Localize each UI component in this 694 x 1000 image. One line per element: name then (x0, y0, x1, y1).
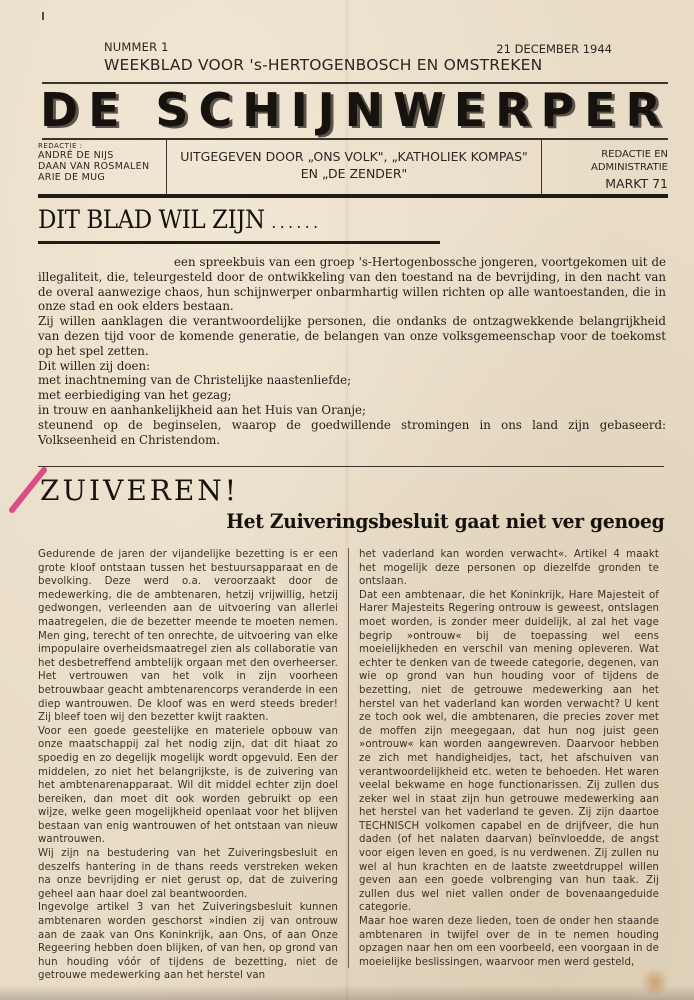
mission-statement (38, 255, 666, 447)
title-letter: S (155, 83, 198, 137)
title-space (129, 83, 154, 137)
article-column-left (38, 548, 338, 983)
title-letter: E (88, 83, 129, 137)
title-letter: P (540, 83, 584, 137)
paragraph: Voor een goede geestelijke en materiele opbouw van onze maatschappij zal het nodig zijn, dat dit hiaat zo spoedig en zo degelijk mogelijk wordt opgevuld. Een der middelen, zo niet het belangrijkste, is de zuivering van het ambtenarenapparaat. Wil dit middel echter zijn doel bereiken, dan moet dit ook worden gebruikt op een wijze, welke geen mogelijkheid openlaat voor het blijven bestaan van enig wantrouwen of het ontstaan van nieuw wantrouwen. (38, 725, 338, 846)
column-divider (348, 548, 349, 968)
print-mark (42, 12, 44, 20)
article-body (38, 548, 666, 982)
editors-block (38, 140, 166, 183)
paragraph: Maar hoe waren deze lieden, toen de onder hen staande ambtenaren in twijfel over de in te nemen houding opzagen naar hen om een voorbeeld, een voorgaan in de moeielijke beslissingen, waarvoor men werd gesteld, (359, 916, 659, 968)
heading-dots: ...... (271, 213, 322, 232)
section-divider (38, 466, 664, 467)
info-bar (38, 140, 668, 194)
paragraph: Ingevolge artikel 3 van het Zuiveringsbesluit kunnen ambtenaren worden geschorst »indien zij van ontrouw aan de zaak van Ons Koninkrijk, aan Ons, of aan Onze Regeering hebben doen blijken, of van hen, op grond van hun houding vóór of tijdens de bezetting, niet de getrouwe medewerking aan het herstel van (38, 902, 338, 982)
paragraph: Gedurende de jaren der vijandelijke bezetting is er een grote kloof ontstaan tussen het bestuursapparaat en de bevolking. Deze werd o.a. veroorzaakt door de medewerking, die de ambtenaren, hetzij vrijwillig, hetzij gedwongen, verleenden aan de uitvoering van allerlei maatregelen, die de bezetter meende te moeten nemen. Men ging, terecht of ten onrechte, de uitvoering van elke impopulaire overheidsmaatregel zien als collaboratie van het desbetreffend ambtelijk orgaan met den overheerser. Het vertrouwen van het volk in zijn voorheen betrouwbaar geacht ambtenarencorps veranderde in een diep wantrouwen. De kloof was en werd steeds breder! Zij bleef toen wij den bezetter kwijt raakten. (38, 549, 338, 724)
title-letter: D (40, 83, 88, 137)
paragraph: Wij zijn na bestudering van het Zuiveringsbesluit en deszelfs hantering in de thans reeds verstreken weken na onze bevrijding er niet gerust op, dat de zuivering geheel aan haar doel zal beantwoorden. (38, 848, 338, 900)
paragraph: steunend op de beginselen, waarop de goedwillende stromingen in ons land zijn gebaseerd: Volkseenheid en Christendom. (38, 417, 666, 447)
editors-list (38, 150, 166, 183)
title-letter: E (584, 83, 625, 137)
title-letter: J (317, 83, 344, 137)
paragraph: met inachtneming van de Christelijke naastenliefde; (38, 373, 352, 388)
title-letter: E (453, 83, 495, 137)
editor-name: DAAN VAN ROSMALEN (38, 161, 150, 172)
title-letter: I (290, 83, 317, 137)
paragraph: in trouw en aanhankelijkheid aan het Huis van Oranje; (38, 402, 366, 417)
section-heading-text: DIT BLAD WIL ZIJN (38, 205, 265, 234)
editor-name: ANDRÉ DE NIJS (38, 150, 114, 161)
title-letter: H (242, 83, 290, 137)
paragraph: Dit willen zij doen: (38, 358, 151, 373)
office-line: ADMINISTRATIE (591, 162, 668, 173)
section-heading (38, 205, 322, 234)
publisher-line: EN „DE ZENDER" (300, 166, 408, 181)
paragraph: Dat een ambtenaar, die het Koninkrijk, Hare Majesteit of Harer Majesteits Regering ontrouw is geweest, ontslagen moet worden, is zonder meer duidelijk, al zal het vage begrip »ontrouw« bij de toepassing wel eens moeielijkheden en verschil van mening opleveren. Wat echter te denken van de tweede categorie, degenen, van wie op grond van hun houding voor of tijdens de bezetting, niet de getrouwe medewerking aan het herstel van het vaderland kan worden verwacht? U kent ze toch ook wel, die ambtenaren, die precies zover met de moffen zijn meegegaan, dat hun nog juist geen »ontrouw« kan worden aangewreven. Daarvoor hebben ze zich met handigheidjes, tact, het afschuiven van verantwoordelijkheid etc. weten te behoeden. Het waren veelal bekwame en hoge functionarissen. Zij zullen dus zeker wel in staat zijn hun getrouwe medewerking aan het herstel van het vaderland te geven. Zij zijn daartoe TECHNISCH volkomen capabel en de drijfveer, die hun daden (of het nalaten daarvan) beïnvloedde, de angst voor eigen leven en goed, is nu verdwenen. Zij zullen nu wel al hun krachten en de laatste zweetdruppel willen geven aan een goede volbrenging van hun taak. Zij zullen dus wel niet vallen onder de bovenaangeduide categorie. (359, 589, 659, 914)
title-letter: C (198, 83, 242, 137)
office-address: MARKT 71 (605, 176, 668, 191)
info-bar-rule (38, 194, 668, 198)
paragraph: Zij willen aanklagen die verantwoordelijke personen, die ondanks de ontzagwekkende belangrijkheid van dezen tijd voor de komende generatie, de belangen van onze volksgemeenschap voor de toekomst op het spel zetten. (38, 314, 666, 358)
newspaper-subtitle: WEEKBLAD VOOR 's-HERTOGENBOSCH EN OMSTREKEN (104, 56, 543, 74)
office-line: REDACTIE EN (601, 149, 668, 160)
publisher-line: UITGEGEVEN DOOR „ONS VOLK", „KATHOLIEK KOMPAS" (180, 149, 528, 164)
paragraph: een spreekbuis van een groep 's-Hertogenbossche jongeren, voortgekomen uit de illegaliteit, die, teleurgesteld door de ontwikkeling van den toestand na de bevrijding, in den nacht van de overal aanwezige chaos, hun schijnwerper onbarmhartig willen richten op alle wantoestanden, die in onze stad en ook elders bestaan. (38, 255, 666, 314)
article-column-right (359, 548, 659, 969)
section-heading-underline (38, 241, 440, 244)
title-letter: W (393, 83, 453, 137)
editors-label: REDACTIE : (38, 142, 83, 150)
newspaper-title (40, 84, 670, 136)
title-letter: R (625, 83, 670, 137)
info-divider (541, 140, 542, 196)
issue-number: NUMMER 1 (104, 40, 169, 54)
paragraph: met eerbiediging van het gezag; (38, 388, 232, 403)
title-letter: R (495, 83, 540, 137)
paragraph: het vaderland kan worden verwacht«. Artikel 4 maakt het mogelijk deze personen op diezelfde gronden te ontslaan. (359, 549, 659, 588)
issue-date: 21 DECEMBER 1944 (496, 42, 612, 56)
article-subheadline: Het Zuiveringsbesluit gaat niet ver genoeg (225, 510, 664, 533)
info-divider (166, 140, 167, 196)
editor-name: ARIE DE MUG (38, 172, 106, 183)
article-headline: ZUIVEREN! (40, 474, 240, 507)
title-letter: N (344, 83, 393, 137)
paper-edge-shadow (0, 985, 694, 1000)
publisher-block (168, 148, 540, 182)
office-block (543, 148, 668, 192)
